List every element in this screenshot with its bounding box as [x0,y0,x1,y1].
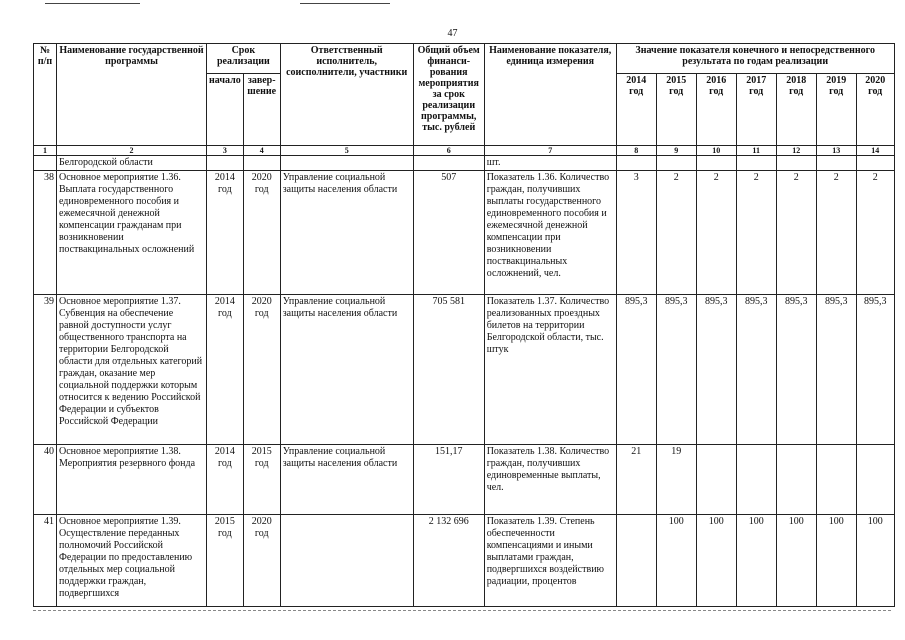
year-value [616,515,656,607]
header-indicator: Наименование показателя, единица измерения [484,44,616,146]
year-value: 100 [656,515,696,607]
year-value [616,156,656,171]
indicator-name: шт. [484,156,616,171]
indicator-name: Показатель 1.37. Количество реализованных проездных билетов на территории Белгородской области, тыс. штук [484,295,616,445]
year-value: 100 [696,515,736,607]
col-number: 9 [656,146,696,156]
year-value [856,156,894,171]
start-year: 2014 год [207,171,244,295]
page-number: 47 [447,28,458,39]
row-number: 39 [34,295,57,445]
header-executor: Ответственный исполнитель, соисполнители, участники [280,44,413,146]
indicator-name: Показатель 1.38. Количество граждан, получивших единовременные выплаты, чел. [484,445,616,515]
end-year: 2020 год [243,295,280,445]
col-number: 1 [34,146,57,156]
row-number: 38 [34,171,57,295]
year-value: 2 [656,171,696,295]
top-rule-left [45,3,140,4]
year-value: 100 [856,515,894,607]
col-number: 7 [484,146,616,156]
header-year: 2017 год [736,74,776,146]
year-value: 2 [696,171,736,295]
start-year: 2014 год [207,445,244,515]
indicator-name: Показатель 1.39. Степень обеспеченности компенсациями и иными выплатами граждан, подвергшихся воздействию радиации, процентов [484,515,616,607]
header-program: Наименование государственной программы [57,44,207,146]
year-value: 2 [816,171,856,295]
year-value: 895,3 [656,295,696,445]
col-number: 6 [413,146,484,156]
end-year: 2020 год [243,515,280,607]
end-year: 2020 год [243,171,280,295]
header-volume: Общий объем финанси- рования мероприятия за срок реализации программы, тыс. рублей [413,44,484,146]
funding-volume: 705 581 [413,295,484,445]
year-value: 895,3 [616,295,656,445]
header-year: 2019 год [816,74,856,146]
executor [280,156,413,171]
row-number: 40 [34,445,57,515]
col-number: 4 [243,146,280,156]
executor: Управление социальной защиты населения области [280,171,413,295]
header-end: завер- шение [243,74,280,146]
start-year: 2014 год [207,295,244,445]
table-row [34,171,895,295]
program-name: Основное мероприятие 1.38. Мероприятия резервного фонда [57,445,207,515]
year-value: 895,3 [856,295,894,445]
year-value: 895,3 [696,295,736,445]
row-number [34,156,57,171]
end-year: 2015 год [243,445,280,515]
col-number: 8 [616,146,656,156]
header-period: Срок реализации [207,44,281,74]
table-row [34,156,895,171]
funding-volume: 507 [413,171,484,295]
col-number: 11 [736,146,776,156]
page-bottom-rule [33,610,891,612]
year-value: 100 [776,515,816,607]
funding-volume: 151,17 [413,445,484,515]
header-year: 2020 год [856,74,894,146]
col-number: 13 [816,146,856,156]
start-year [207,156,244,171]
col-number: 14 [856,146,894,156]
year-value [816,445,856,515]
year-value: 2 [776,171,816,295]
indicator-name: Показатель 1.36. Количество граждан, получивших выплаты государственного единовременного пособия и ежемесячной денежной компенсации при возникновении поствакцинальных осложнений, чел. [484,171,616,295]
year-value: 3 [616,171,656,295]
year-value: 21 [616,445,656,515]
year-value: 895,3 [776,295,816,445]
header-start: начало [207,74,244,146]
header-year: 2018 год [776,74,816,146]
year-value: 100 [736,515,776,607]
year-value [776,156,816,171]
executor: Управление социальной защиты населения области [280,295,413,445]
year-value: 895,3 [736,295,776,445]
program-name: Белгородской области [57,156,207,171]
end-year [243,156,280,171]
executor: Управление социальной защиты населения области [280,445,413,515]
year-value [696,445,736,515]
year-value [656,156,696,171]
year-value: 100 [816,515,856,607]
start-year: 2015 год [207,515,244,607]
year-value [736,156,776,171]
program-table [33,43,895,607]
program-name: Основное мероприятие 1.37. Субвенция на обеспечение равной доступности услуг общественного транспорта на территории Белгородской области для отдельных категорий граждан, оказание мер социальной поддержки которым относится к ведению Российской Федерации и субъектов Российской Федерации [57,295,207,445]
year-value: 2 [856,171,894,295]
year-value [736,445,776,515]
year-value: 895,3 [816,295,856,445]
col-number: 12 [776,146,816,156]
row-number: 41 [34,515,57,607]
program-name: Основное мероприятие 1.36. Выплата государственного единовременного пособия и ежемесячной денежной компенсации гражданам при возникновении поствакцинальных осложнений [57,171,207,295]
table-row [34,295,895,445]
col-number: 5 [280,146,413,156]
year-value [776,445,816,515]
year-value [816,156,856,171]
program-name: Основное мероприятие 1.39. Осуществление переданных полномочий Российской Федерации по предоставлению отдельных мер социальной поддержки граждан, подвергшихся [57,515,207,607]
year-value [856,445,894,515]
table-row [34,445,895,515]
header-no: № п/п [34,44,57,146]
year-value [696,156,736,171]
funding-volume: 2 132 696 [413,515,484,607]
header-year: 2015 год [656,74,696,146]
executor [280,515,413,607]
header-values-title: Значение показателя конечного и непосредственного результата по годам реализации [616,44,894,74]
year-value: 19 [656,445,696,515]
funding-volume [413,156,484,171]
col-number: 2 [57,146,207,156]
header-year: 2014 год [616,74,656,146]
col-number: 10 [696,146,736,156]
header-year: 2016 год [696,74,736,146]
year-value: 2 [736,171,776,295]
table-row [34,515,895,607]
col-number: 3 [207,146,244,156]
top-rule-right [300,3,390,4]
